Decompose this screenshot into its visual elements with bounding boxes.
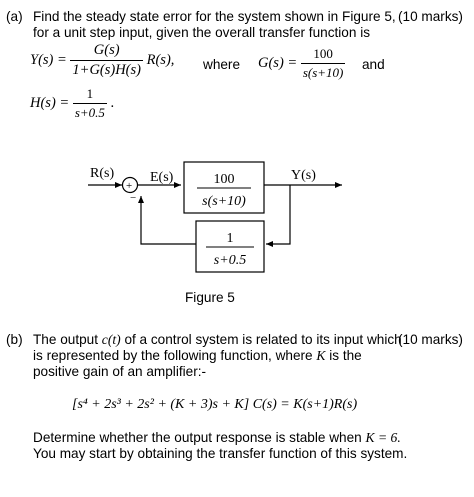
feedback-denominator: s+0.5: [213, 253, 247, 268]
equation-g-denominator: s(s+10): [302, 65, 344, 80]
part-a-marks: (10 marks): [398, 9, 463, 24]
part-b-line-1: [33, 332, 402, 348]
feedback-return-line: [141, 196, 196, 244]
equation-y-denominator: 1+G(s)H(s): [72, 62, 141, 78]
equation-h-period: .: [110, 94, 115, 111]
figure-caption: Figure 5: [185, 290, 235, 305]
symbol-k: K: [316, 348, 326, 363]
part-b-equation: [s⁴ + 2s³ + 2s² + (K + 3)s + K] C(s) = K(s+1)R(s): [72, 397, 358, 412]
equation-y-lhs: Y(s) =: [30, 51, 67, 68]
forward-denominator: s(s+10): [202, 194, 246, 209]
part-a-line-2: for a unit step input, given the overall transfer function is: [33, 25, 371, 40]
summing-minus-sign: −: [130, 192, 137, 204]
where-word: where: [203, 57, 241, 72]
feedback-numerator: 1: [226, 231, 234, 246]
part-b-line-2: [33, 348, 362, 364]
part-b-label: (b): [6, 332, 23, 347]
part-b-marks: (10 marks): [398, 332, 463, 347]
equation-y-numerator: G(s): [93, 42, 120, 58]
equation-h-numerator: 1: [86, 86, 94, 101]
label-y-of-s: Y(s): [291, 168, 316, 183]
part-b-line-3: positive gain of an amplifier:-: [33, 364, 207, 379]
and-word: and: [362, 57, 385, 72]
label-e-of-s: E(s): [150, 170, 174, 185]
equation-g-lhs: G(s) =: [258, 54, 298, 71]
part-a-label: (a): [6, 9, 23, 24]
equation-h-lhs: H(s) =: [30, 94, 70, 111]
equation-h-denominator: s+0.5: [74, 105, 105, 120]
feedback-takeoff-line: [266, 185, 290, 244]
stability-gain-value: K = 6.: [365, 430, 401, 445]
equation-g-numerator: 100: [313, 46, 333, 61]
part-b-line-1-post: of a control system is related to its input which: [124, 332, 402, 347]
forward-numerator: 100: [213, 172, 235, 187]
part-b-line-2-pre: is represented by the following function, where: [33, 348, 313, 363]
part-b-line-5: You may start by obtaining the transfer function of this system.: [33, 446, 408, 461]
label-r-of-s: R(s): [90, 166, 115, 181]
symbol-c-of-t: c(t): [101, 332, 121, 347]
equation-y-rhs: R(s),: [146, 51, 175, 68]
part-b-line-2-post: is the: [329, 348, 362, 363]
part-b-line-1-pre: The output: [33, 332, 98, 347]
part-a-line-1: Find the steady state error for the system shown in Figure 5,: [33, 9, 396, 24]
summing-plus-sign: +: [126, 180, 133, 192]
part-b-line-4-pre: Determine whether the output response is stable when: [33, 430, 362, 445]
part-b-line-4: [33, 430, 401, 446]
